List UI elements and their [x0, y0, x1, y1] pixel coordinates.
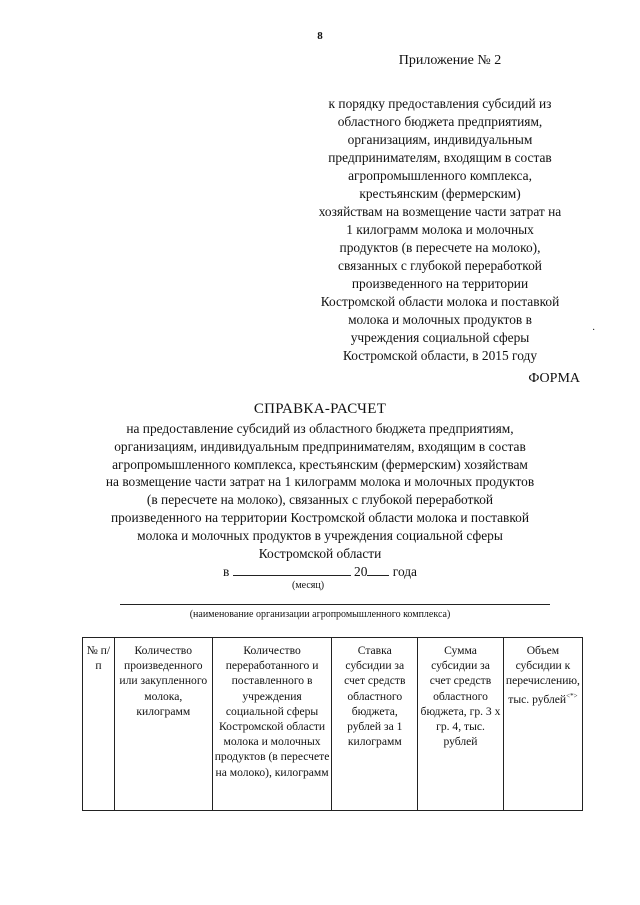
- period-suffix: года: [392, 564, 418, 579]
- column-header-transfer-volume: [503, 638, 582, 811]
- period-line: [0, 563, 640, 580]
- document-title: СПРАВКА-РАСЧЕТ: [253, 401, 387, 417]
- footnote-mark: <*>: [566, 691, 578, 700]
- period-prefix: в: [222, 564, 230, 579]
- subtitle-line: (в пересчете на молоко), связанных с глубокой переработкой: [146, 492, 494, 508]
- subtitle-line: произведенного на территории Костромской области молока и поставкой: [110, 509, 530, 525]
- organization-blank[interactable]: [120, 604, 550, 605]
- document-subtitle: [40, 420, 600, 562]
- appendix-line: Костромской области, в 2015 году: [342, 348, 538, 363]
- appendix-line: Костромской области молока и поставкой: [320, 294, 560, 309]
- year-blank[interactable]: [367, 563, 389, 576]
- appendix-line: к порядку предоставления субсидий из: [328, 96, 552, 111]
- appendix-line: продуктов (в пересчете на молоко),: [339, 240, 541, 255]
- column-header-number: № п/п: [83, 638, 115, 811]
- appendix-line: агропромышленного комплекса,: [348, 168, 532, 183]
- form-label: ФОРМА: [528, 371, 580, 386]
- subtitle-line: организациям, индивидуальным предпринимателям, входящим в состав: [114, 438, 526, 454]
- calculation-table: [82, 637, 583, 811]
- column-header-subsidy-rate: Ставка субсидии за счет средств областного бюджета, рублей за 1 килограмм: [332, 638, 418, 811]
- column-header-subsidy-sum: Сумма субсидии за счет средств областного бюджета, гр. 3 x гр. 4, тыс. рублей: [418, 638, 504, 811]
- appendix-line: учреждения социальной сферы: [350, 330, 530, 345]
- appendix-line: областного бюджета предприятиям,: [337, 114, 543, 129]
- subtitle-line: на предоставление субсидий из областного бюджета предприятиям,: [126, 421, 514, 436]
- transfer-volume-label: Объем субсидии к перечислению, тыс. рублей: [505, 644, 580, 706]
- subtitle-line: молока и молочных продуктов в учреждения социальной сферы: [137, 527, 503, 543]
- month-blank[interactable]: [233, 563, 351, 576]
- appendix-line: организациям, индивидуальным: [347, 132, 533, 147]
- appendix-line: связанных с глубокой переработкой: [338, 258, 542, 273]
- table-header-row: [83, 638, 583, 811]
- scan-speck: ·: [592, 325, 596, 336]
- appendix-line: предпринимателям, входящим в состав: [328, 150, 552, 165]
- organization-caption: (наименование организации агропромышленного комплекса): [189, 609, 451, 620]
- appendix-title: Приложение № 2: [398, 53, 502, 68]
- appendix-line: хозяйствам на возмещение части затрат на: [318, 204, 562, 219]
- appendix-line: молока и молочных продуктов в: [348, 312, 532, 327]
- subtitle-line: агропромышленного комплекса, крестьянским (фермерским) хозяйствам: [112, 456, 528, 472]
- column-header-produced-milk: Количество произведенного или закупленного молока, килограмм: [114, 638, 212, 811]
- period-year-prefix: 20: [354, 564, 368, 579]
- appendix-line: крестьянским (фермерским): [359, 186, 521, 201]
- subtitle-line: Костромской области: [258, 545, 382, 561]
- page-number: 8: [317, 30, 323, 42]
- column-header-processed-milk: Количество переработанного и поставленного в учреждения социальной сферы Костромской области молока и молочных продуктов (в пересчете на молоко), килограмм: [212, 638, 332, 811]
- subtitle-line: на возмещение части затрат на 1 килограмм молока и молочных продуктов: [105, 474, 535, 490]
- month-caption: (месяц): [292, 580, 325, 591]
- appendix-line: 1 килограмм молока и молочных: [346, 222, 534, 237]
- appendix-body: [295, 95, 585, 365]
- appendix-line: произведенного на территории: [351, 276, 529, 291]
